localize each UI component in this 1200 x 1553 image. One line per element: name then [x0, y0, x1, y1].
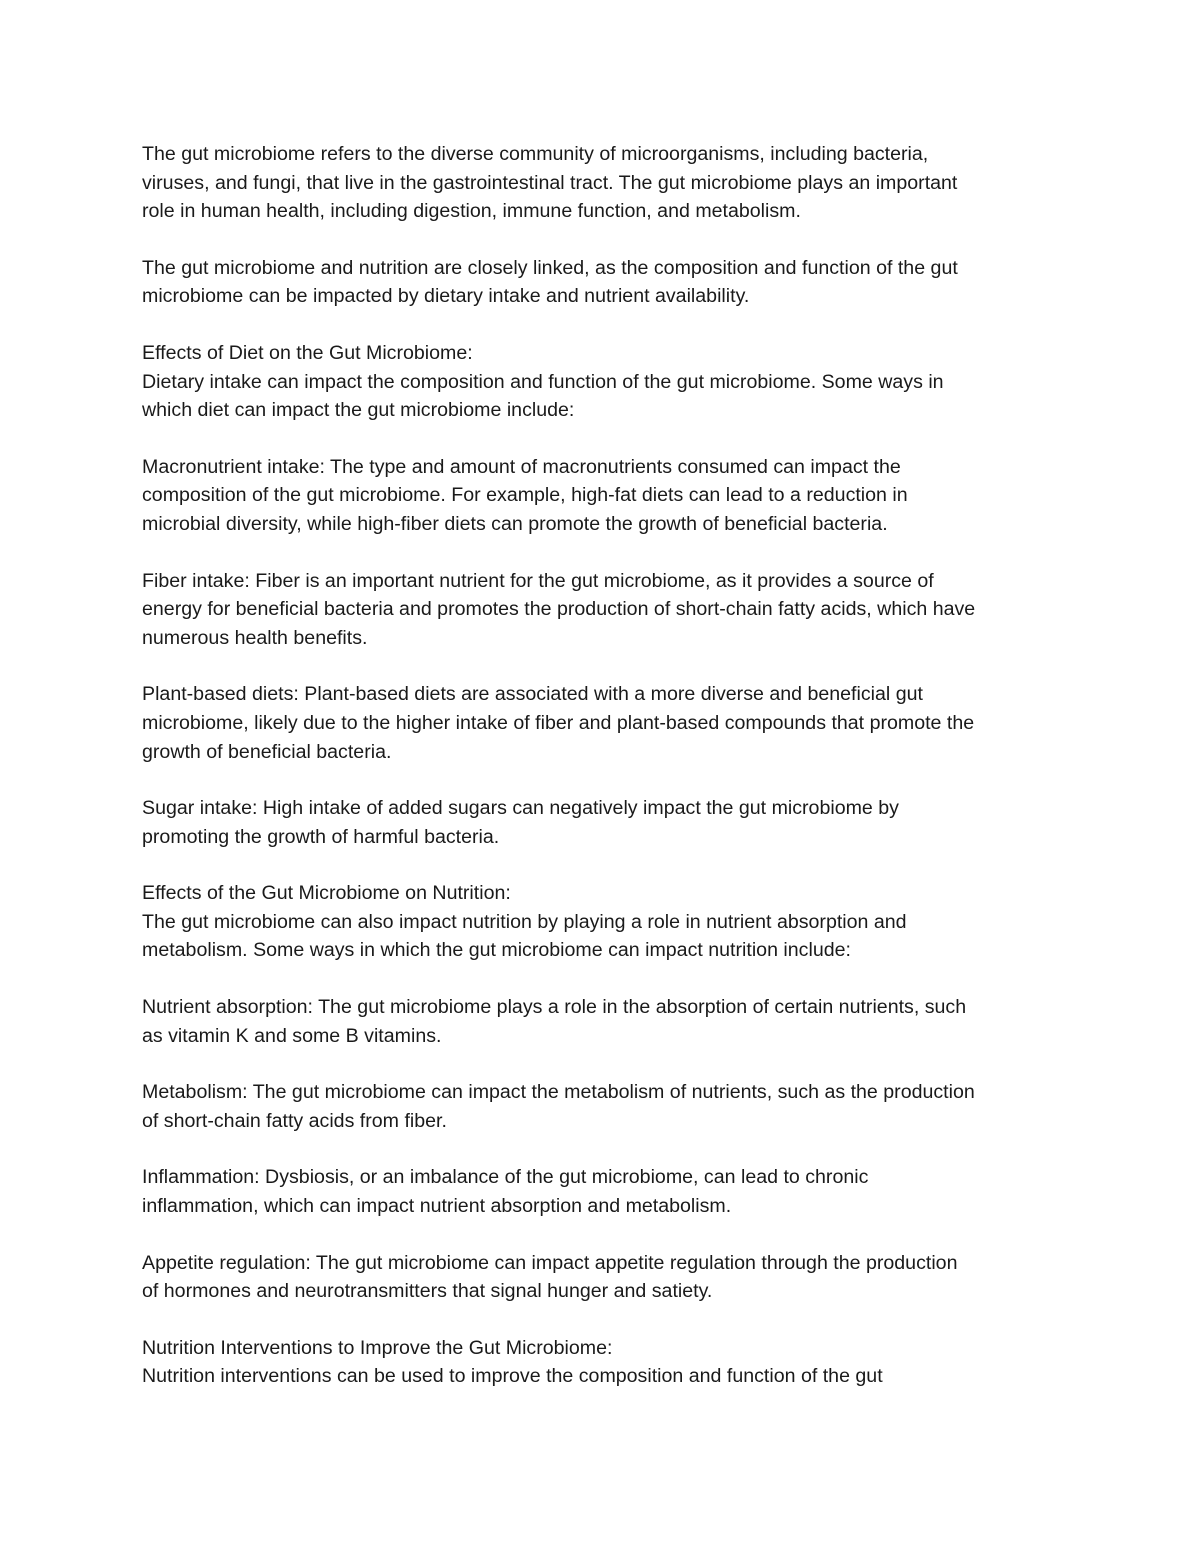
paragraph-inflammation: Inflammation: Dysbiosis, or an imbalance of the gut microbiome, can lead to chronic inflammation, which can impact nutrient absorption and metabolism.: [142, 1166, 869, 1218]
section-effects-of-diet: Effects of Diet on the Gut Microbiome: Dietary intake can impact the composition and function of the gut microbiome. Some ways in which diet can impact the gut microbiome include:: [142, 341, 944, 422]
paragraph-metabolism: Metabolism: The gut microbiome can impact the metabolism of nutrients, such as the production of short-chain fatty acids from fiber.: [142, 1081, 975, 1132]
paragraph-plant-based-diets: Plant-based diets: Plant-based diets are associated with a more diverse and beneficial gut microbiome, likely due to the higher intake of fiber and plant-based compounds that promote the growth of beneficial bacteria.: [142, 683, 975, 763]
section-effects-on-nutrition: Effects of the Gut Microbiome on Nutrition: The gut microbiome can also impact nutrition by playing a role in nutrient absorption and metabolism. Some ways in which the gut microbiome can impact nutrition include:: [142, 882, 907, 962]
paragraph-macronutrient-intake: Macronutrient intake: The type and amount of macronutrients consumed can impact the composition of the gut microbiome. For example, high-fat diets can lead to a reduction in microbial diversity, while high-fiber diets can promote the growth of beneficial bacteria.: [142, 455, 908, 535]
paragraph-intro: The gut microbiome refers to the diverse community of microorganisms, including bacteria, viruses, and fungi, that live in the gastrointestinal tract. The gut microbiome plays an important role in human health, including digestion, immune function, and metabolism.: [142, 143, 958, 223]
paragraph-fiber-intake: Fiber intake: Fiber is an important nutrient for the gut microbiome, as it provides a source of energy for beneficial bacteria and promotes the production of short-chain fatty acids, which have numerous health benefits.: [142, 569, 976, 649]
section-nutrition-interventions: Nutrition Interventions to Improve the Gut Microbiome: Nutrition interventions can be used to improve the composition and function of the gut: [142, 1336, 883, 1388]
paragraph-nutrient-absorption: Nutrient absorption: The gut microbiome plays a role in the absorption of certain nutrients, such as vitamin K and some B vitamins.: [142, 996, 967, 1047]
paragraph-sugar-intake: Sugar intake: High intake of added sugars can negatively impact the gut microbiome by promoting the growth of harmful bacteria.: [142, 797, 899, 848]
paragraph-appetite-regulation: Appetite regulation: The gut microbiome can impact appetite regulation through the production of hormones and neurotransmitters that signal hunger and satiety.: [142, 1251, 958, 1303]
paragraph-nutrition-link: The gut microbiome and nutrition are closely linked, as the composition and function of the gut microbiome can be impacted by dietary intake and nutrient availability.: [142, 256, 958, 308]
document-body: [142, 140, 1067, 1391]
